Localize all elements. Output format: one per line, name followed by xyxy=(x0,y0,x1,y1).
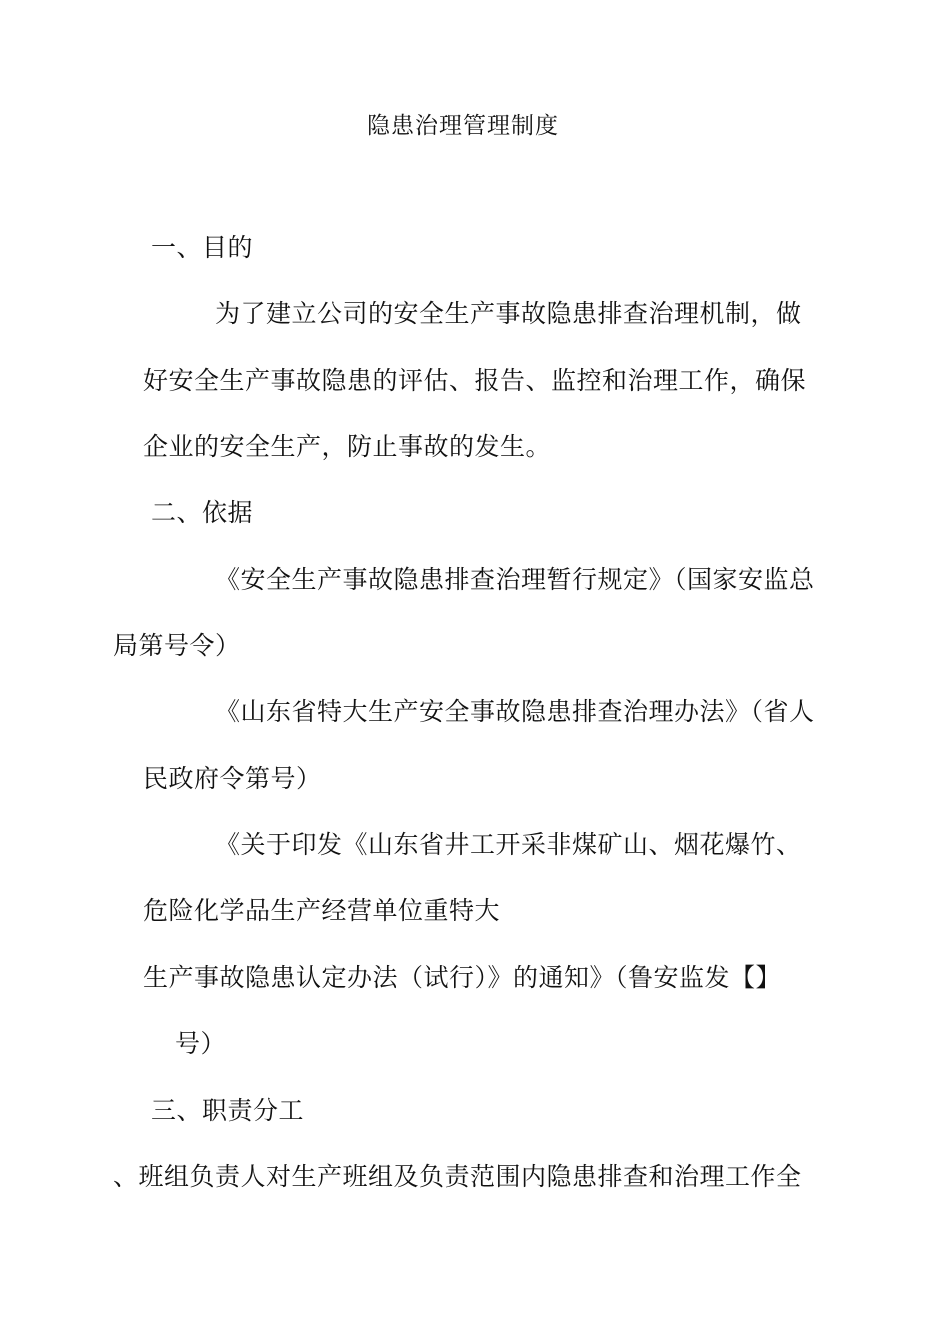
paragraph-line: 企业的安全生产，防止事故的发生。 xyxy=(143,432,552,461)
section-heading-purpose: 一、目的 xyxy=(151,233,254,262)
paragraph-line: 、班组负责人对生产班组及负责范围内隐患排查和治理工作全 xyxy=(113,1162,802,1191)
paragraph-line: 局第号令） xyxy=(113,631,241,660)
section-heading-responsibilities: 三、职责分工 xyxy=(151,1096,305,1125)
paragraph-line: 号） xyxy=(175,1029,227,1058)
paragraph-line: 《关于印发《山东省井工开采非煤矿山、烟花爆竹、 xyxy=(215,830,802,859)
document-title: 隐患治理管理制度 xyxy=(367,113,559,139)
section-heading-basis: 二、依据 xyxy=(151,498,254,527)
paragraph-line: 《山东省特大生产安全事故隐患排查治理办法》（省人 xyxy=(215,697,815,726)
paragraph-line: 为了建立公司的安全生产事故隐患排查治理机制，做 xyxy=(215,299,802,328)
paragraph-line: 民政府令第号） xyxy=(143,764,322,793)
paragraph-line: 生产事故隐患认定办法（试行）》的通知》（鲁安监发【】 xyxy=(143,963,782,992)
paragraph-line: 好安全生产事故隐患的评估、报告、监控和治理工作，确保 xyxy=(143,366,807,395)
paragraph-line: 危险化学品生产经营单位重特大 xyxy=(143,896,501,925)
paragraph-line: 《安全生产事故隐患排查治理暂行规定》（国家安监总 xyxy=(215,565,815,594)
